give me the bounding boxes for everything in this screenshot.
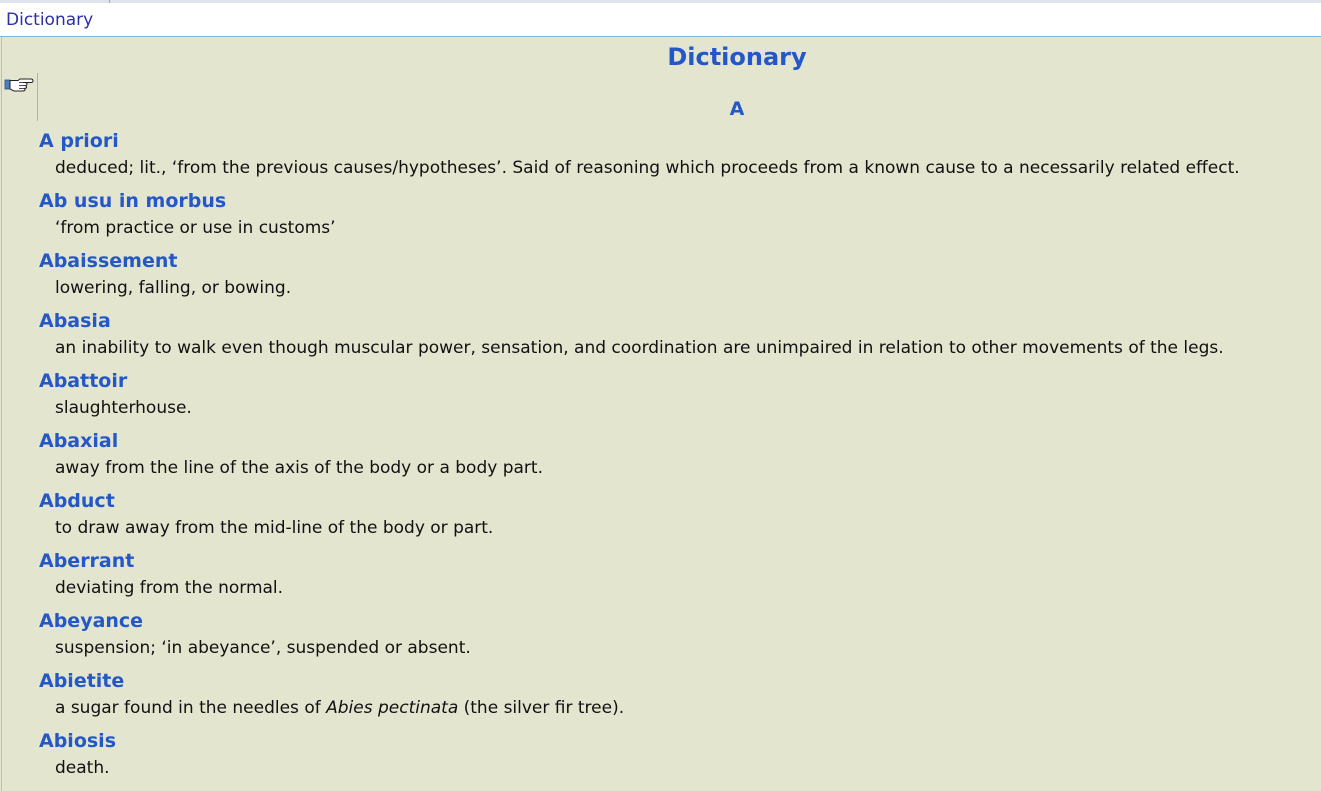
list-item	[39, 130, 1299, 190]
pointing-hand-icon[interactable]	[4, 74, 34, 94]
entry-term[interactable]: A priori	[39, 130, 119, 152]
list-item	[39, 550, 1299, 610]
list-item	[39, 370, 1299, 430]
list-item	[39, 430, 1299, 490]
entry-definition: slaughterhouse.	[55, 398, 192, 418]
entry-definition: to draw away from the mid-line of the body or part.	[55, 518, 494, 538]
tab-dictionary[interactable]: Dictionary	[6, 10, 94, 30]
entry-definition: away from the line of the axis of the body or a body part.	[55, 458, 543, 478]
page-title: Dictionary	[667, 43, 807, 71]
list-item	[39, 670, 1299, 730]
entry-definition: death.	[55, 758, 110, 778]
entry-definition: suspension; ‘in abeyance’, suspended or absent.	[55, 638, 471, 658]
list-item	[39, 310, 1299, 370]
entry-list	[39, 130, 1299, 790]
entry-term[interactable]: Abaissement	[39, 250, 178, 272]
species-name: Abies pectinata	[326, 698, 459, 718]
entry-term[interactable]: Abietite	[39, 670, 125, 692]
entry-term[interactable]: Ab usu in morbus	[39, 190, 227, 212]
entry-term[interactable]: Abaxial	[39, 430, 119, 452]
entry-definition	[55, 698, 624, 718]
list-item	[39, 490, 1299, 550]
entry-term[interactable]: Abeyance	[39, 610, 144, 632]
dictionary-content[interactable]	[1, 37, 1320, 791]
entry-definition: an inability to walk even though muscular power, sensation, and coordination are unimpaired in relation to other movements of the legs.	[55, 338, 1224, 358]
list-item	[39, 610, 1299, 670]
entry-definition: deduced; lit., ‘from the previous causes/hypotheses’. Said of reasoning which proceeds from a known cause to a necessarily related effect.	[55, 158, 1240, 178]
entry-term[interactable]: Aberrant	[39, 550, 135, 572]
list-item	[39, 250, 1299, 310]
definition-text: a sugar found in the needles of	[55, 698, 327, 718]
list-item	[39, 190, 1299, 250]
entry-term[interactable]: Abiosis	[39, 730, 117, 752]
tab-bar	[0, 3, 1321, 37]
definition-text: (the silver fir tree).	[458, 698, 625, 718]
entry-definition: ‘from practice or use in customs’	[55, 218, 336, 238]
entry-term[interactable]: Abasia	[39, 310, 111, 332]
section-heading-a: A	[729, 98, 745, 120]
entry-term[interactable]: Abattoir	[39, 370, 128, 392]
entry-term[interactable]: Abduct	[39, 490, 115, 512]
list-item	[39, 730, 1299, 790]
entry-definition: deviating from the normal.	[55, 578, 284, 598]
entry-definition: lowering, falling, or bowing.	[55, 278, 292, 298]
